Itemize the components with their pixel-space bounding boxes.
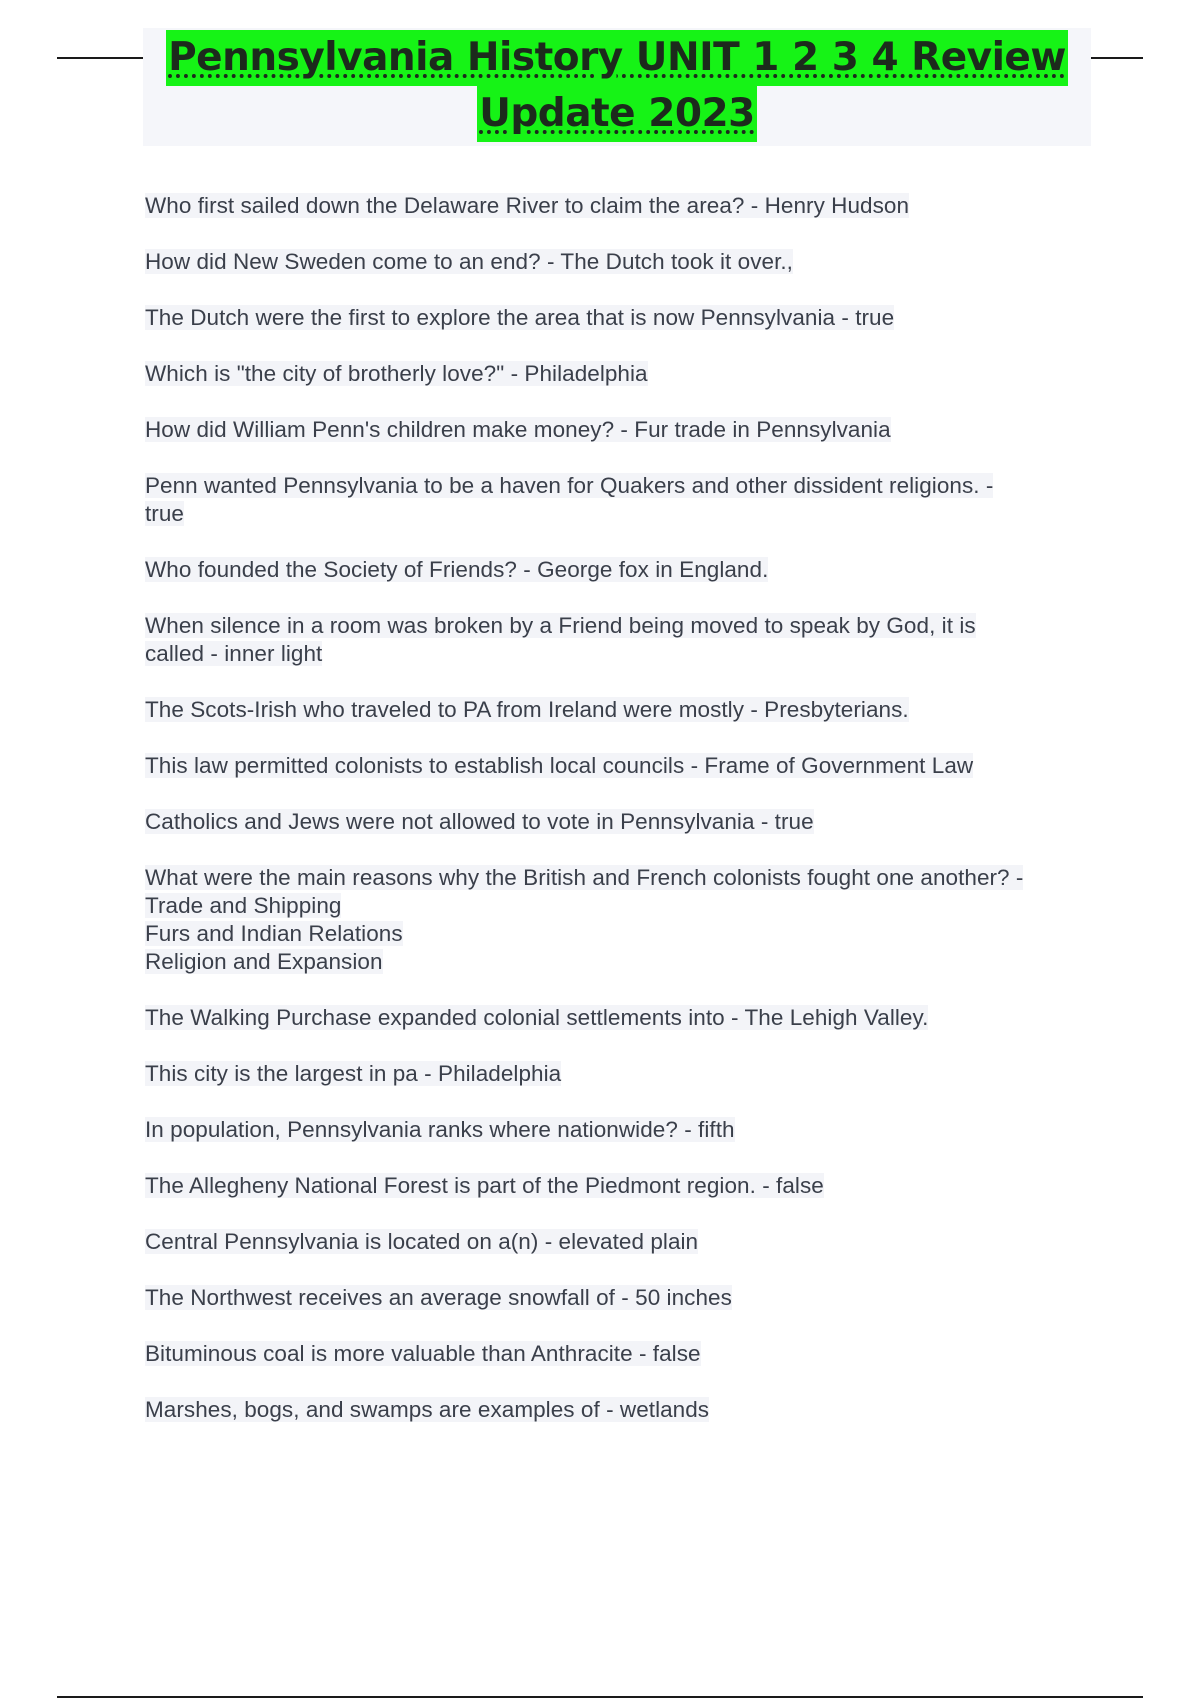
qa-item (145, 864, 1095, 976)
qa-text: The Dutch were the first to explore the area that is now Pennsylvania - true (145, 305, 895, 330)
qa-item (145, 1004, 1095, 1032)
title-line-1: Pennsylvania History UNIT 1 2 3 4 Review (166, 30, 1068, 86)
document-title (143, 28, 1091, 146)
qa-item (145, 612, 1095, 668)
qa-item (145, 1060, 1095, 1088)
qa-text: How did New Sweden come to an end? - The Dutch took it over., (145, 249, 793, 274)
qa-text: The Allegheny National Forest is part of the Piedmont region. - false (145, 1173, 824, 1198)
qa-text: Bituminous coal is more valuable than Anthracite - false (145, 1341, 701, 1366)
header-rule-left (57, 57, 143, 59)
qa-text: How did William Penn's children make money? - Fur trade in Pennsylvania (145, 417, 891, 442)
footer-rule (57, 1696, 1143, 1698)
qa-item (145, 1340, 1095, 1368)
qa-text: The Scots-Irish who traveled to PA from Ireland were mostly - Presbyterians. (145, 697, 909, 722)
qa-text: Catholics and Jews were not allowed to vote in Pennsylvania - true (145, 809, 814, 834)
qa-item (145, 808, 1095, 836)
qa-item (145, 1396, 1095, 1424)
qa-text: This law permitted colonists to establish local councils - Frame of Government Law (145, 753, 974, 778)
qa-text: The Northwest receives an average snowfall of - 50 inches (145, 1285, 732, 1310)
qa-text: In population, Pennsylvania ranks where nationwide? - fifth (145, 1117, 735, 1142)
qa-text: When silence in a room was broken by a Friend being moved to speak by God, it is called - inner light (145, 613, 976, 666)
qa-item (145, 752, 1095, 780)
qa-text: Who first sailed down the Delaware River to claim the area? - Henry Hudson (145, 193, 910, 218)
qa-item (145, 416, 1095, 444)
qa-item (145, 696, 1095, 724)
qa-text: This city is the largest in pa - Philadelphia (145, 1061, 562, 1086)
qa-text: Central Pennsylvania is located on a(n) - elevated plain (145, 1229, 699, 1254)
qa-item (145, 304, 1095, 332)
qa-text: Penn wanted Pennsylvania to be a haven for Quakers and other dissident religions. - true (145, 473, 994, 526)
qa-item (145, 472, 1095, 528)
qa-item (145, 556, 1095, 584)
qa-item (145, 1172, 1095, 1200)
qa-item (145, 192, 1095, 220)
qa-item (145, 360, 1095, 388)
qa-text: Who founded the Society of Friends? - George fox in England. (145, 557, 769, 582)
qa-item (145, 1228, 1095, 1256)
qa-text: Which is "the city of brotherly love?" - Philadelphia (145, 361, 648, 386)
qa-text: What were the main reasons why the British and French colonists fought one another? - Trade and Shipping Furs and Indian Relations Religion and Expansion (145, 865, 1024, 974)
title-line-2: Update 2023 (477, 86, 757, 142)
qa-item (145, 1284, 1095, 1312)
question-answer-list (145, 192, 1095, 1452)
header-rule-right (1091, 57, 1143, 59)
qa-text: The Walking Purchase expanded colonial settlements into - The Lehigh Valley. (145, 1005, 929, 1030)
qa-item (145, 248, 1095, 276)
qa-item (145, 1116, 1095, 1144)
qa-text: Marshes, bogs, and swamps are examples of - wetlands (145, 1397, 710, 1422)
